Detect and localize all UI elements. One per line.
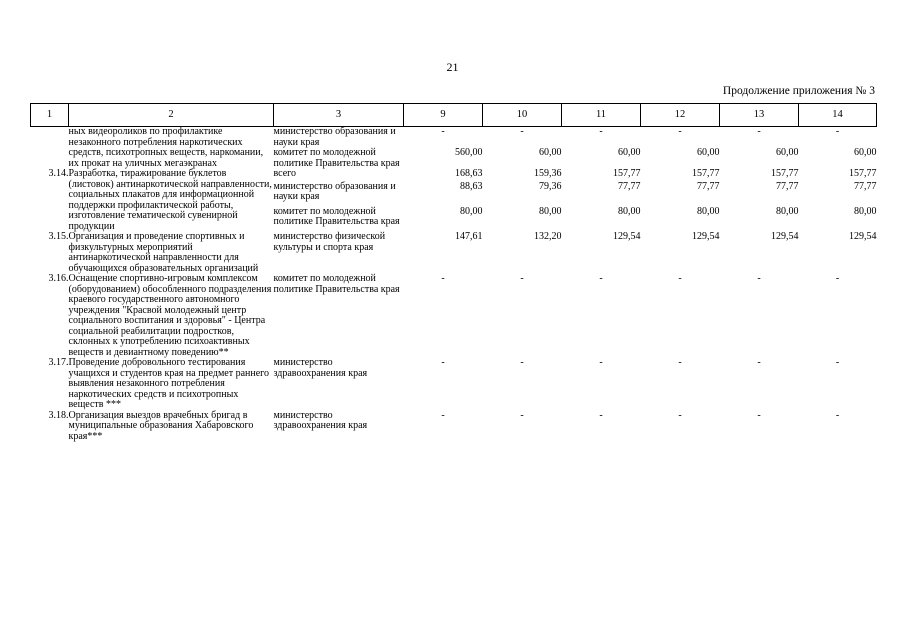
table-row — [31, 358, 877, 411]
value-cell: 157,77 — [692, 168, 720, 179]
executor: всего — [273, 168, 297, 179]
value-cell: - — [520, 357, 524, 368]
value-cell: 77,77 — [776, 180, 799, 192]
value-cell: 88,63 — [460, 180, 483, 192]
item-number: 3.15. — [48, 231, 69, 242]
activity-name: Организация выездов врачебных бригад в муниципальные образования Хабаровского края*** — [68, 409, 254, 442]
value-cell: - — [599, 126, 603, 137]
value-cell: 129,54 — [692, 231, 720, 242]
header-cell: 3 — [274, 104, 404, 127]
table-row — [31, 411, 877, 443]
header-row — [31, 104, 877, 127]
value-cell: 159,36 — [534, 168, 562, 179]
executor: министерство образования и науки края — [273, 180, 396, 203]
value-cell: 560,00 — [455, 147, 483, 158]
value-cell: - — [835, 126, 840, 137]
value-cell: 77,77 — [618, 180, 641, 192]
activity-name: Проведение добровольного тестирования учащихся и студентов края на предмет раннего выявления незаконного потребления наркотических средств и психотропных веществ *** — [68, 357, 270, 410]
program-table — [30, 103, 877, 442]
header-cell: 10 — [483, 104, 562, 127]
item-number — [31, 127, 69, 170]
value-cell: - — [678, 273, 682, 284]
executor: министерство образования и науки края — [273, 126, 396, 148]
value-cell: 60,00 — [697, 147, 720, 158]
value-cell: - — [520, 273, 524, 284]
header-cell: 13 — [720, 104, 799, 127]
activity-name: Организация и проведение спортивных и физкультурных мероприятий антинаркотической направленности для обучающихся образовательных организаций — [68, 231, 259, 274]
value-cell: 77,77 — [697, 180, 720, 192]
activity-name: ных видеороликов по профилактике незаконного потребления наркотических средств, психотропных веществ, наркомании, их прокат на уличных мегаэкранах — [68, 126, 264, 169]
item-number: 3.16. — [48, 273, 69, 284]
value-cell: 60,00 — [854, 147, 877, 158]
value-cell: 129,54 — [771, 231, 799, 242]
value-cell: - — [835, 273, 840, 284]
value-cell: - — [835, 409, 840, 421]
value-cell: 80,00 — [460, 205, 483, 217]
value-cell: - — [757, 126, 761, 137]
value-cell: 79,36 — [539, 180, 562, 192]
executor: министерство физической культуры и спорта края — [273, 231, 386, 253]
table-row — [31, 274, 877, 358]
value-cell: 157,77 — [771, 168, 799, 179]
value-cell: 77,77 — [854, 180, 877, 192]
header-cell: 12 — [641, 104, 720, 127]
value-cell: - — [599, 357, 603, 368]
continuation-label: Продолжение приложения № 3 — [722, 85, 875, 97]
executor: министерство здравоохранения края — [273, 357, 368, 379]
page-number: 21 — [446, 60, 459, 74]
executor: комитет по молодежной политике Правительства края — [273, 147, 400, 169]
value-cell: - — [757, 357, 761, 368]
table-row — [31, 127, 877, 149]
activity-name: Разработка, тиражирование буклетов (листовок) антинаркотической направленности, социальных плакатов для информационной поддержки профилактической работы, изготовление тематической сувенирной продукции — [68, 168, 272, 232]
header-cell: 2 — [69, 104, 274, 127]
value-cell: - — [520, 126, 524, 137]
value-cell: 80,00 — [618, 205, 641, 217]
value-cell: - — [678, 409, 682, 421]
item-number: 3.17. — [48, 357, 69, 368]
value-cell: - — [441, 126, 445, 137]
value-cell: 80,00 — [776, 205, 799, 217]
value-cell: - — [757, 273, 761, 284]
executor: комитет по молодежной политике Правительства края — [273, 273, 400, 295]
value-cell: - — [520, 409, 524, 421]
item-number: 3.18. — [48, 409, 69, 421]
header-cell: 14 — [799, 104, 877, 127]
value-cell: 80,00 — [539, 205, 562, 217]
value-cell: - — [835, 357, 840, 368]
value-cell: 60,00 — [539, 147, 562, 158]
activity-name: Оснащение спортивно-игровым комплексом (оборудованием) обособленного подразделения краевого государственного автономного учреждения "Красвой молодежный центр социального воспитания и здоровья" - Центра социальной реабилитации подростков, склонных к употреблению психоактивных веществ и девиантному поведению** — [68, 273, 272, 358]
table-row — [31, 169, 877, 182]
value-cell: - — [441, 409, 445, 421]
value-cell: - — [441, 273, 445, 284]
value-cell: 129,54 — [613, 231, 641, 242]
header-cell: 11 — [562, 104, 641, 127]
value-cell: - — [441, 357, 445, 368]
value-cell: 157,77 — [613, 168, 641, 179]
value-cell: - — [757, 409, 761, 421]
value-cell: 60,00 — [618, 147, 641, 158]
value-cell: 60,00 — [776, 147, 799, 158]
value-cell: - — [599, 409, 603, 421]
value-cell: - — [599, 273, 603, 284]
executor: комитет по молодежной политике Правительства края — [273, 205, 400, 228]
value-cell: 147,61 — [455, 231, 483, 242]
header-cell: 1 — [31, 104, 69, 127]
value-cell: 168,63 — [455, 168, 483, 179]
value-cell: 80,00 — [697, 205, 720, 217]
executor: министерство здравоохранения края — [273, 409, 368, 431]
table-row — [31, 232, 877, 274]
value-cell: - — [678, 126, 682, 137]
item-number: 3.14. — [48, 168, 69, 179]
header-cell: 9 — [404, 104, 483, 127]
value-cell: 129,54 — [849, 231, 877, 242]
value-cell: 132,20 — [534, 231, 562, 242]
value-cell: - — [678, 357, 682, 368]
value-cell: 80,00 — [854, 205, 877, 217]
value-cell: 157,77 — [849, 168, 877, 179]
